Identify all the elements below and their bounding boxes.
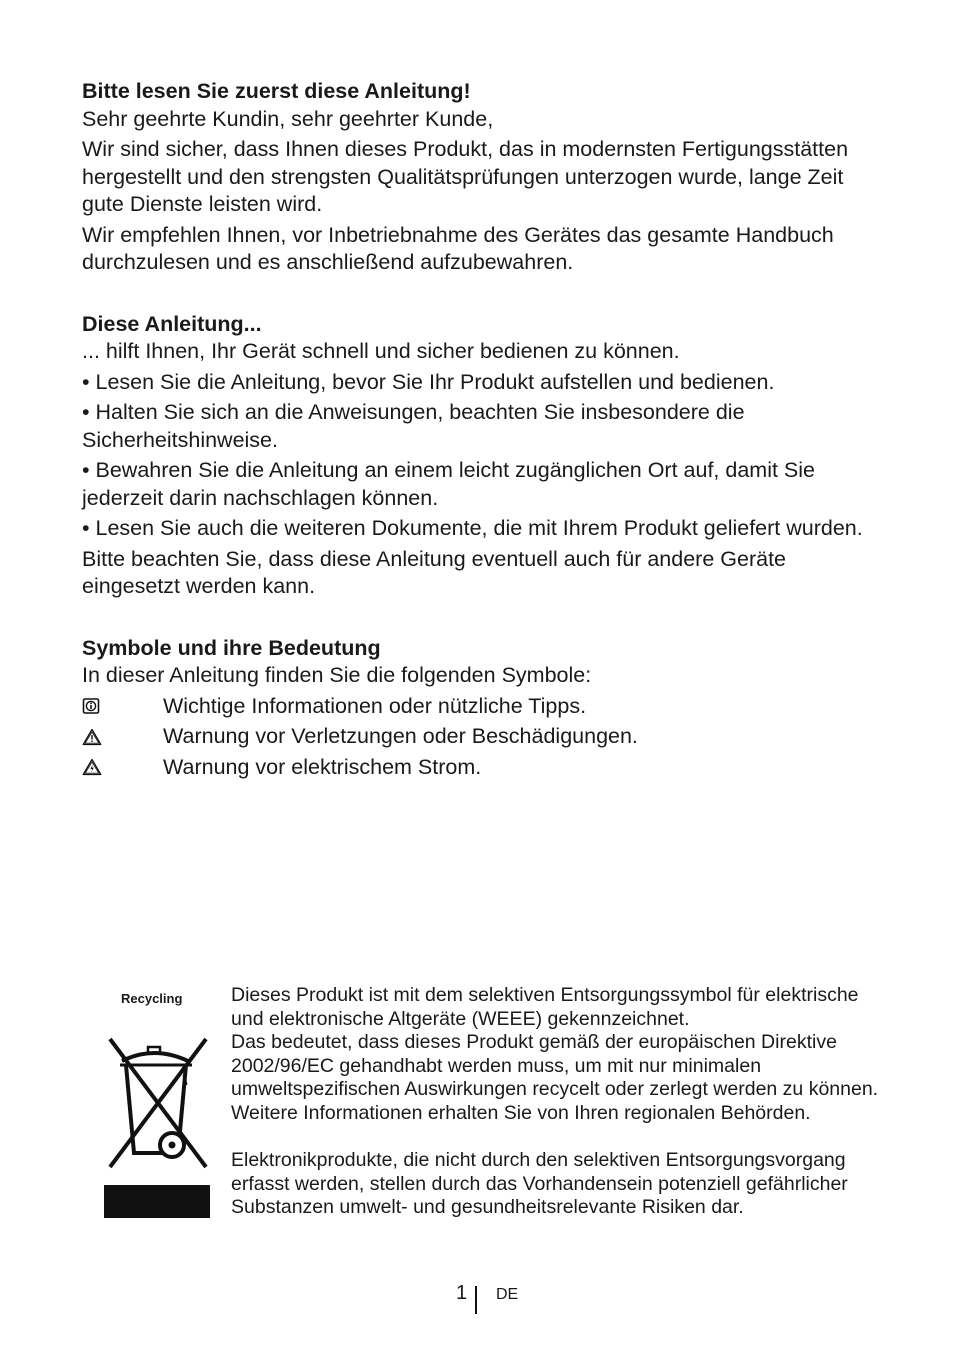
footer-divider bbox=[475, 1286, 477, 1314]
recycling-paragraph-2: Das bedeutet, dass dieses Produkt gemäß der europäischen Direktive 2002/96/EC gehandhabt werden muss, um mit nur minimalen umweltspezifischen Auswirkungen recycelt oder zerlegt werden zu können. bbox=[231, 1031, 879, 1100]
bullet-item: • Lesen Sie auch die weiteren Dokumente, die mit Ihrem Produkt geliefert wurden. bbox=[82, 516, 863, 540]
manual-lead: ... hilft Ihnen, Ihr Gerät schnell und sicher bedienen zu können. bbox=[82, 339, 680, 363]
recycling-paragraph-3: Weitere Informationen erhalten Sie von Ihren regionalen Behörden. bbox=[231, 1101, 811, 1124]
electric-warning-icon bbox=[82, 758, 163, 776]
recycling-label: Recycling bbox=[121, 991, 183, 1006]
main-content bbox=[82, 78, 882, 781]
greeting: Sehr geehrte Kundin, sehr geehrter Kunde, bbox=[82, 106, 494, 131]
symbols-lead: In dieser Anleitung finden Sie die folgenden Symbole: bbox=[82, 663, 592, 687]
symbol-text: Wichtige Informationen oder nützliche Tipps. bbox=[163, 693, 587, 718]
symbol-row-electric bbox=[82, 754, 882, 782]
bullet-item: • Lesen Sie die Anleitung, bevor Sie Ihr Produkt aufstellen und bedienen. bbox=[82, 369, 775, 394]
crossed-out-wheelie-bin-icon bbox=[102, 1033, 212, 1173]
manual-heading: Diese Anleitung... bbox=[82, 311, 262, 336]
language-code: DE bbox=[496, 1286, 519, 1303]
page-number: 1 bbox=[456, 1282, 468, 1304]
intro-paragraph-2: Wir empfehlen Ihnen, vor Inbetriebnahme des Gerätes das gesamte Handbuch durchzulesen und es anschließend aufzubewahren. bbox=[82, 222, 834, 274]
intro-paragraph-1: Wir sind sicher, dass Ihnen dieses Produkt, das in modernsten Fertigungsstätten hergestellt und den strengsten Qualitätsprüfungen unterzogen wurde, lange Zeit gute Dienste leisten wird. bbox=[82, 137, 849, 216]
symbol-row-info bbox=[82, 693, 882, 721]
warning-icon bbox=[82, 728, 163, 746]
bullet-item: • Halten Sie sich an die Anweisungen, beachten Sie insbesondere die Sicherheitshinweise. bbox=[82, 400, 745, 452]
weee-black-bar bbox=[104, 1185, 210, 1218]
recycling-paragraph-4: Elektronikprodukte, die nicht durch den selektiven Entsorgungsvorgang erfasst werden, stellen durch das Vorhandensein potenziell gefährlicher Substanzen umwelt- und gesundheitsrelevante Risiken dar. bbox=[231, 1149, 848, 1218]
page-footer bbox=[0, 1282, 954, 1316]
symbol-row-warning bbox=[82, 723, 882, 751]
symbol-text: Warnung vor Verletzungen oder Beschädigungen. bbox=[163, 724, 638, 748]
recycling-text bbox=[231, 984, 891, 1220]
symbols-heading: Symbole und ihre Bedeutung bbox=[82, 635, 381, 660]
symbol-text: Warnung vor elektrischem Strom. bbox=[163, 754, 482, 779]
recycling-paragraph-1: Dieses Produkt ist mit dem selektiven Entsorgungssymbol für elektrische und elektronische Altgeräte (WEEE) gekennzeichnet. bbox=[231, 984, 859, 1030]
manual-note: Bitte beachten Sie, dass diese Anleitung eventuell auch für andere Geräte eingesetzt werden kann. bbox=[82, 546, 786, 598]
intro-heading: Bitte lesen Sie zuerst diese Anleitung! bbox=[82, 79, 471, 103]
info-icon bbox=[82, 697, 163, 715]
bullet-item: • Bewahren Sie die Anleitung an einem leicht zugänglichen Ort auf, damit Sie jederzeit darin nachschlagen können. bbox=[82, 458, 815, 510]
